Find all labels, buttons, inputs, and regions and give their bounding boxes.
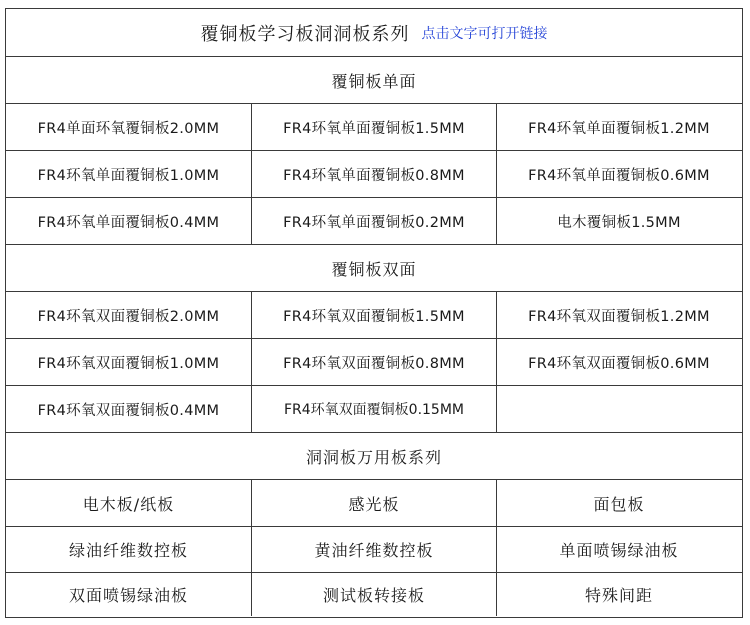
product-link[interactable]: FR4环氧单面覆铜板0.8MM [252, 151, 497, 197]
product-link[interactable]: FR4环氧单面覆铜板0.4MM [6, 198, 252, 244]
product-link[interactable]: FR4环氧双面覆铜板2.0MM [6, 292, 252, 338]
category-link[interactable]: 单面喷锡绿油板 [559, 541, 679, 560]
title-text: 覆铜板学习板洞洞板系列 [200, 23, 410, 45]
section-header-double [6, 245, 742, 292]
section-heading: 覆铜板双面 [331, 259, 417, 279]
product-link[interactable]: FR4环氧单面覆铜板0.6MM [528, 167, 710, 184]
product-link[interactable]: FR4环氧双面覆铜板1.0MM [6, 339, 252, 385]
table-row [6, 104, 742, 151]
table-row [6, 339, 742, 386]
product-link[interactable]: FR4环氧双面覆铜板1.5MM [252, 292, 497, 338]
title-row [6, 9, 742, 57]
table-title [6, 9, 742, 56]
empty-cell [497, 386, 741, 432]
product-link[interactable]: FR4环氧双面覆铜板0.4MM [6, 386, 252, 432]
section-header-single [6, 57, 742, 104]
table-row [6, 151, 742, 198]
product-link-table [5, 8, 743, 618]
product-link[interactable]: FR4环氧双面覆铜板0.8MM [252, 339, 497, 385]
table-row [6, 573, 742, 616]
table-row [6, 292, 742, 339]
category-link[interactable]: 黄油纤维数控板 [252, 527, 497, 572]
category-link[interactable]: 测试板转接板 [252, 573, 497, 616]
product-link[interactable]: FR4环氧双面覆铜板1.2MM [528, 308, 710, 325]
product-link[interactable]: FR4环氧双面覆铜板0.15MM [252, 386, 497, 432]
product-link[interactable]: FR4环氧单面覆铜板0.2MM [252, 198, 497, 244]
product-link[interactable]: FR4环氧单面覆铜板1.0MM [6, 151, 252, 197]
category-link[interactable]: 感光板 [252, 480, 497, 526]
category-link[interactable]: 双面喷锡绿油板 [6, 573, 252, 616]
product-link[interactable]: FR4环氧双面覆铜板0.6MM [528, 355, 710, 372]
table-row [6, 386, 742, 433]
category-link[interactable]: 电木板/纸板 [6, 480, 252, 526]
section-heading: 洞洞板万用板系列 [305, 447, 442, 467]
product-link[interactable]: FR4单面环氧覆铜板2.0MM [6, 104, 252, 150]
category-link[interactable]: 特殊间距 [584, 586, 653, 605]
table-row [6, 480, 742, 527]
category-link[interactable]: 绿油纤维数控板 [6, 527, 252, 572]
open-link-hint[interactable]: 点击文字可打开链接 [421, 25, 548, 42]
product-link[interactable]: FR4环氧单面覆铜板1.5MM [252, 104, 497, 150]
table-row [6, 198, 742, 245]
product-link[interactable]: FR4环氧单面覆铜板1.2MM [528, 120, 710, 137]
table-row [6, 527, 742, 573]
section-heading: 覆铜板单面 [331, 71, 417, 91]
product-link[interactable]: 电木覆铜板1.5MM [557, 214, 681, 231]
section-header-perfboard [6, 433, 742, 480]
category-link[interactable]: 面包板 [593, 494, 645, 514]
